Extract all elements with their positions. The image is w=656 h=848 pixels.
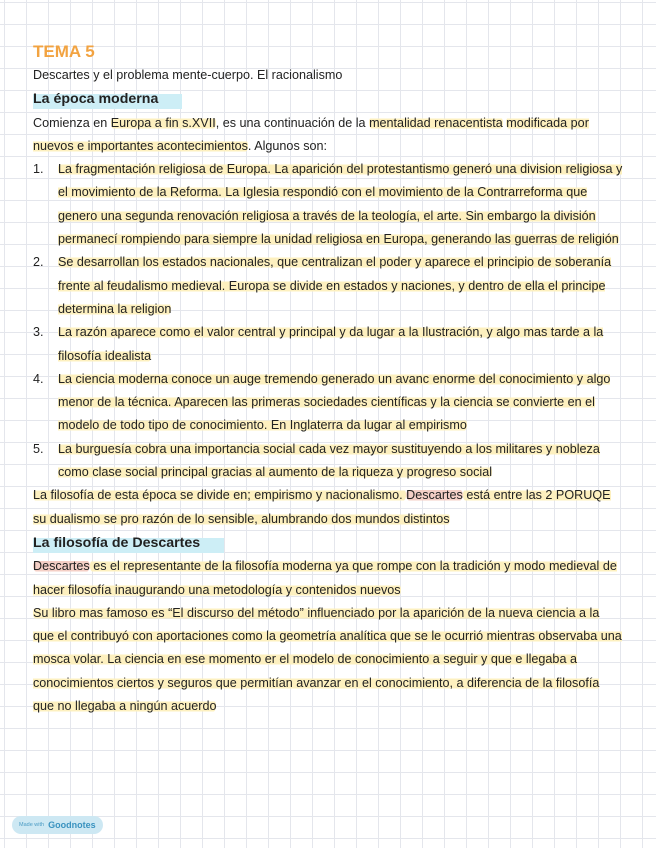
section-heading-epoca-moderna: La época moderna bbox=[33, 87, 182, 111]
events-list bbox=[33, 158, 623, 484]
section1-intro: Comienza en Europa a fin s.XVII, es una continuación de la mentalidad renacentista modificada por nuevos e importantes acontecimientos. Algunos son: bbox=[33, 115, 589, 153]
section2-paragraph-2: Su libro mas famoso es “El discurso del método” influenciado por la aparición de la nueva ciencia a la que el contribuyó con aportaciones como la geometría analítica que se le ocurrió mientras observaba una mosca volar. La ciencia en ese momento er el modelo de conocimiento a seguir y que e llegaba a conocimientos ciertos y seguros que permitían avanzar en el conocimiento, a diferencia de la filosofía que no llegaba a ningún acuerdo bbox=[33, 605, 622, 714]
goodnotes-logo-text: Goodnotes bbox=[48, 820, 96, 830]
section-heading-filosofia-descartes: La filosofía de Descartes bbox=[33, 531, 224, 555]
page-subtitle: Descartes y el problema mente-cuerpo. El racionalismo bbox=[33, 68, 343, 82]
section1-outro: La filosofía de esta época se divide en; empirismo y nacionalismo. Descartes está entre las 2 PORUQE su dualismo se pro razón de lo sensible, alumbrando dos mundos distintos bbox=[33, 488, 611, 526]
made-with-goodnotes-badge: Made with Goodnotes bbox=[12, 816, 103, 834]
list-item: 3. La razón aparece como el valor central y principal y da lugar a la Ilustración, y algo mas tarde a la filosofía idealista bbox=[33, 325, 604, 363]
note-page bbox=[33, 40, 623, 718]
list-item: 4. La ciencia moderna conoce un auge tremendo generado un avanc enorme del conocimiento y algo menor de la técnica. Aparecen las primeras sociedades científicas y la ciencia se convierte en el modelo de todo tipo de conocimiento. En Inglaterra da lugar al empirismo bbox=[33, 371, 611, 433]
list-item: 5. La burguesía cobra una importancia social cada vez mayor sustituyendo a los militares y nobleza como clase social principal gracias al aumento de la riqueza y progreso social bbox=[33, 441, 600, 480]
list-item: 2. Se desarrollan los estados nacionales, que centralizan el poder y aparece el principio de soberanía frente al feudalismo medieval. Europa se divide en estados y naciones, y dentro de ella el principe determina la religion bbox=[33, 255, 612, 316]
list-item: 1. La fragmentación religiosa de Europa. La aparición del protestantismo generó una division religiosa y el movimiento de la Reforma. La Iglesia respondió con el movimiento de la Contrarreforma que genero una segunda renovación religiosa a través de la teología, el arte. Sin embargo la división permanecí rompiendo para siempre la unidad religiosa en Europa, generando las guerras de religión bbox=[33, 162, 623, 247]
page-title: TEMA 5 bbox=[33, 42, 95, 61]
section2-paragraph-1: Descartes es el representante de la filosofía moderna ya que rompe con la tradición y modo medieval de hacer filosofía inaugurando una metodología y contenidos nuevos bbox=[33, 559, 617, 597]
